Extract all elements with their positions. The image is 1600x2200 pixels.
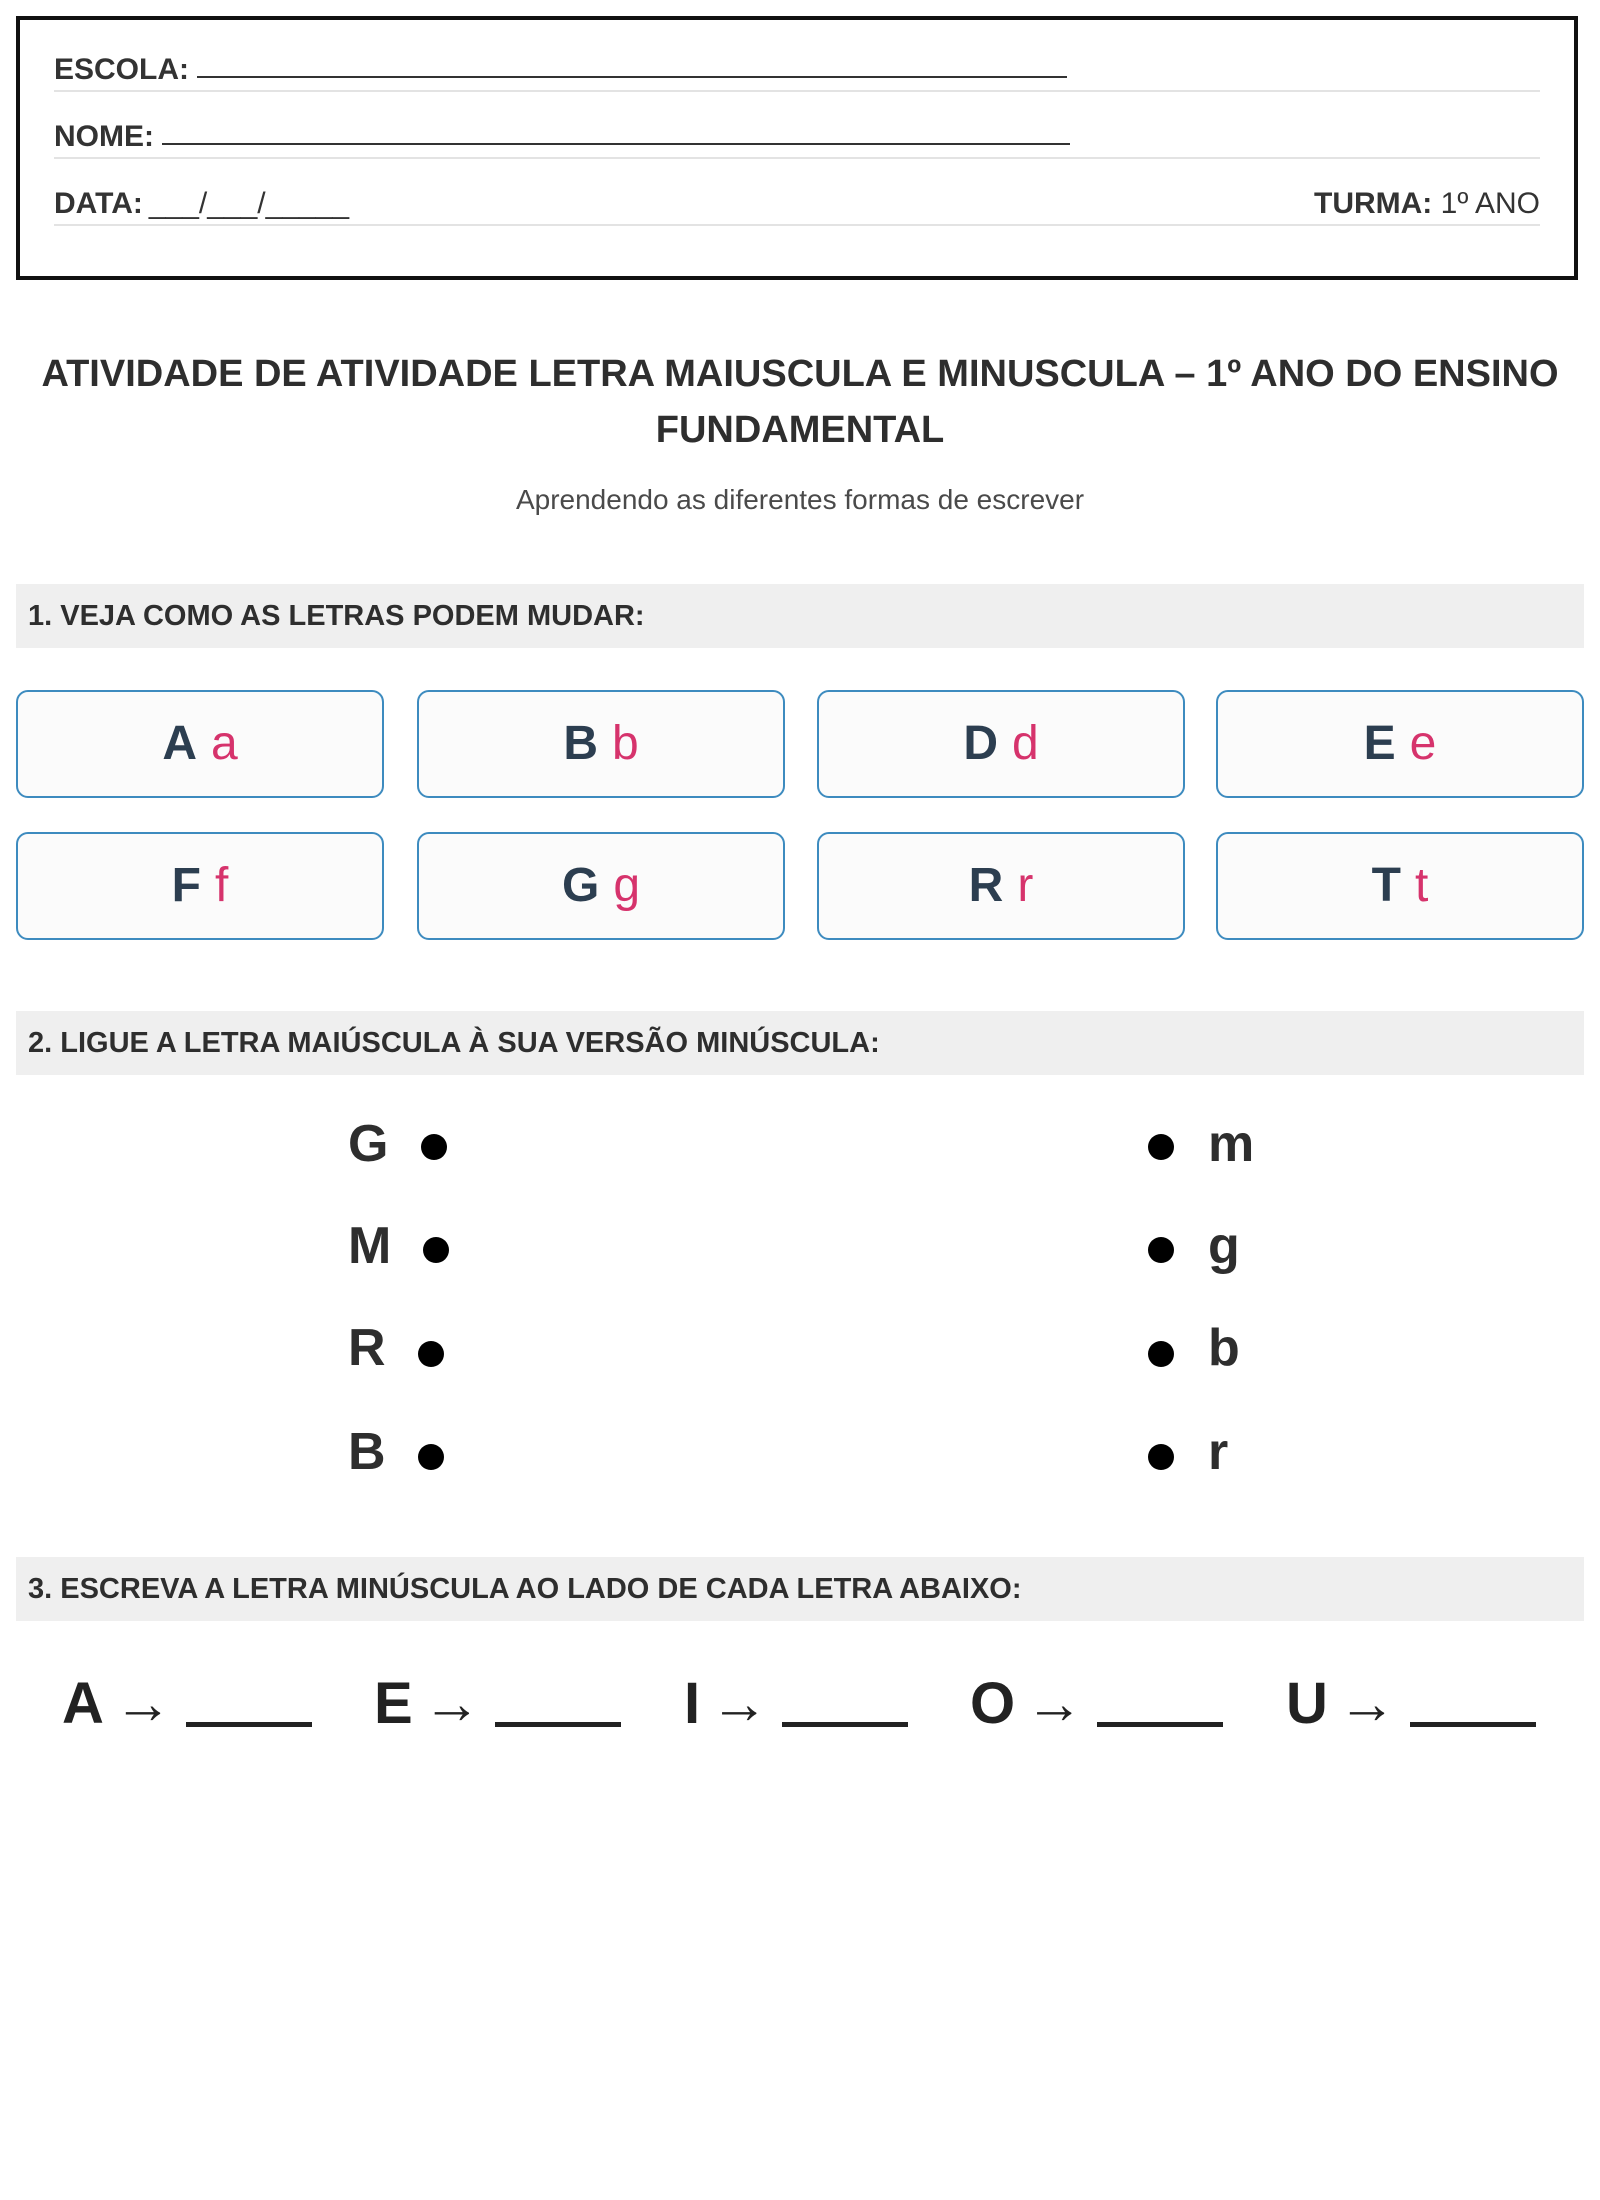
lowercase-letter: e [1409,717,1437,770]
letter-card [16,832,384,940]
letter-card [817,690,1185,798]
page-title: ATIVIDADE DE ATIVIDADE LETRA MAIUSCULA E MINUSCULA – 1º ANO DO ENSINO FUNDAMENTAL [41,353,1559,451]
page-subtitle: Aprendendo as diferentes formas de escrever [515,484,1085,515]
write-uppercase-letter: O [970,1671,1016,1736]
answer-blank[interactable] [1410,1664,1536,1727]
match-uppercase-letter: B [348,1423,386,1481]
match-dot-left[interactable] [418,1341,444,1367]
match-dot-right[interactable] [1148,1237,1174,1263]
escola-field[interactable] [197,50,1067,78]
write-item [374,1664,621,1744]
section-3-heading: 3. ESCREVA A LETRA MINÚSCULA AO LADO DE CADA LETRA ABAIXO: [16,1557,1584,1621]
letter-card [1216,832,1584,940]
escola-label: ESCOLA: [54,53,189,86]
turma-label: TURMA: [1314,187,1433,220]
lowercase-letter: b [611,717,639,770]
lowercase-letter: r [1017,859,1034,912]
match-dot-left[interactable] [423,1237,449,1263]
uppercase-letter: R [968,859,1004,912]
lowercase-letter: d [1011,717,1039,770]
write-item [970,1664,1223,1744]
data-row [54,184,1540,226]
letter-card [1216,690,1584,798]
lowercase-letter: g [613,859,641,912]
nome-label: NOME: [54,120,154,153]
match-lowercase-letter: m [1208,1115,1255,1173]
uppercase-letter: F [171,859,201,912]
match-uppercase-letter: R [348,1319,386,1377]
match-dot-right[interactable] [1148,1341,1174,1367]
uppercase-letter: T [1371,859,1401,912]
match-lowercase-letter: g [1208,1217,1240,1275]
answer-blank[interactable] [495,1664,621,1727]
write-uppercase-letter: I [684,1671,701,1736]
letter-card [817,832,1185,940]
write-item [1286,1664,1536,1744]
lowercase-letter: a [210,717,238,770]
match-lowercase-letter: b [1208,1319,1240,1377]
turma-info [1314,184,1540,224]
arrow-icon: → [1025,1671,1084,1736]
nome-field[interactable] [162,117,1070,145]
uppercase-letter: A [162,717,197,770]
escola-row [54,50,1540,92]
match-uppercase-letter: G [348,1115,389,1173]
lowercase-letter: f [214,859,229,912]
match-dot-right[interactable] [1148,1134,1174,1160]
section-1-heading: 1. VEJA COMO AS LETRAS PODEM MUDAR: [16,584,1584,648]
section-2-heading: 2. LIGUE A LETRA MAIÚSCULA À SUA VERSÃO MINÚSCULA: [16,1011,1584,1075]
write-uppercase-letter: E [374,1671,413,1736]
arrow-icon: → [1337,1671,1396,1736]
write-uppercase-letter: U [1286,1671,1328,1736]
turma-value: 1º ANO [1440,187,1540,220]
lowercase-letter: t [1414,859,1429,912]
answer-blank[interactable] [186,1664,312,1727]
uppercase-letter: G [561,859,600,912]
arrow-icon: → [710,1671,769,1736]
student-info-box [16,16,1578,280]
data-field[interactable]: ___/___/_____ [148,187,350,220]
match-dot-right[interactable] [1148,1444,1174,1470]
arrow-icon: → [113,1671,172,1736]
write-item [62,1664,312,1744]
uppercase-letter: B [563,717,598,770]
match-lowercase-letter: r [1208,1423,1229,1481]
match-uppercase-letter: M [348,1217,392,1275]
answer-blank[interactable] [1097,1664,1223,1727]
arrow-icon: → [422,1671,481,1736]
uppercase-letter: E [1363,717,1396,770]
nome-row [54,117,1540,159]
data-label: DATA: [54,187,143,220]
letter-card [16,690,384,798]
write-uppercase-letter: A [62,1671,104,1736]
write-item [684,1664,908,1744]
match-dot-left[interactable] [418,1444,444,1470]
answer-blank[interactable] [782,1664,908,1727]
match-dot-left[interactable] [421,1134,447,1160]
uppercase-letter: D [963,717,998,770]
letter-card [417,832,785,940]
letter-card [417,690,785,798]
